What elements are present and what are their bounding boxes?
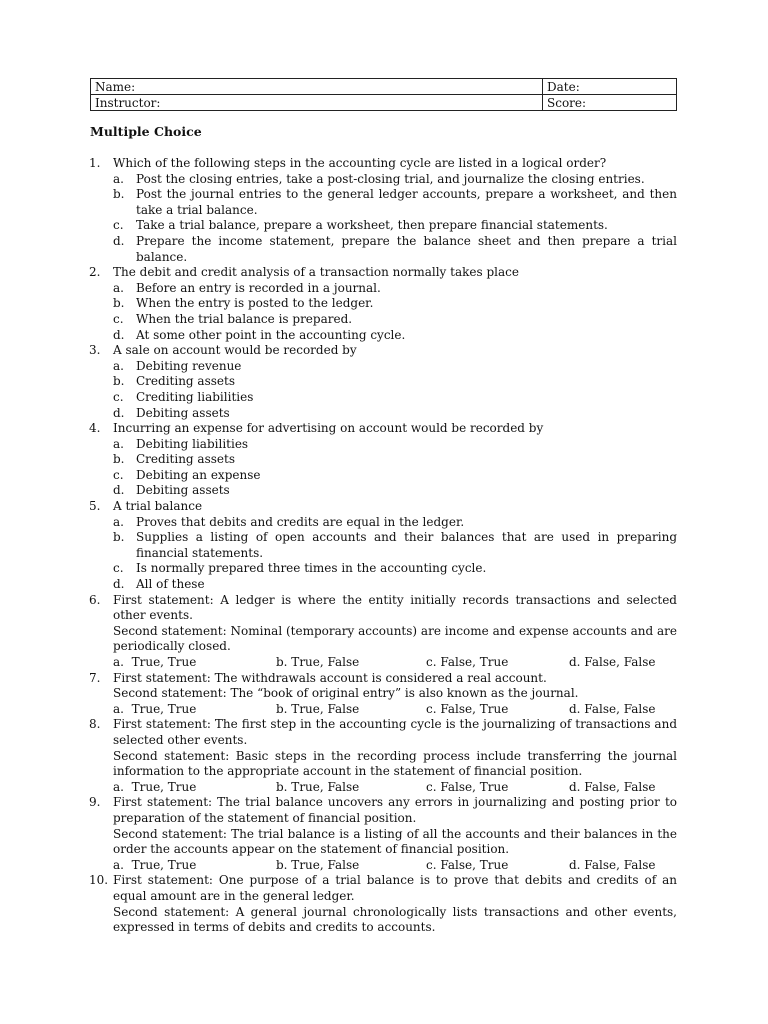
statement-question [89, 795, 677, 873]
question-item [89, 421, 677, 499]
answer-option[interactable] [113, 561, 677, 577]
option-text: When the entry is posted to the ledger. [136, 296, 374, 311]
choice-true-true[interactable]: a. True, True [113, 701, 197, 716]
choice-true-false[interactable]: b. True, False [276, 701, 360, 716]
statement-question [89, 671, 677, 718]
question-number: 3. [89, 343, 101, 358]
choice-false-false[interactable]: d. False, False [569, 701, 656, 716]
option-text: Take a trial balance, prepare a worksheet, then prepare financial statements. [136, 218, 608, 233]
question-number: 5. [89, 499, 101, 514]
choice-true-false[interactable]: b. True, False [276, 857, 360, 872]
choice-true-true[interactable]: a. True, True [113, 655, 197, 669]
answer-option[interactable] [113, 312, 677, 328]
question-item [89, 499, 677, 593]
answer-option[interactable] [113, 296, 677, 312]
option-text: Crediting liabilities [136, 389, 254, 404]
option-text: At some other point in the accounting cycle. [136, 327, 406, 342]
option-letter: b. [113, 374, 125, 389]
option-text: Before an entry is recorded in a journal. [136, 280, 381, 295]
question-number: 4. [89, 421, 101, 436]
option-letter: d. [113, 577, 125, 592]
second-statement: Second statement: Nominal (temporary accounts) are income and expense accounts and are periodically closed. [113, 623, 677, 654]
option-text: Debiting an expense [136, 467, 261, 482]
option-text: Crediting assets [136, 452, 235, 467]
choice-false-true[interactable]: c. False, True [426, 701, 509, 716]
true-false-choices [113, 655, 677, 671]
answer-option[interactable] [113, 577, 677, 593]
first-statement: First statement: A ledger is where the entity initially records transactions and selected other events. [113, 592, 677, 623]
answer-option[interactable] [113, 452, 677, 468]
name-field[interactable]: Name: [91, 79, 543, 95]
statement-question [89, 717, 677, 795]
option-letter: c. [113, 389, 124, 404]
question-text: The debit and credit analysis of a transaction normally takes place [113, 265, 519, 280]
option-letter: d. [113, 483, 125, 498]
answer-option[interactable] [113, 374, 677, 390]
question-item [89, 343, 677, 421]
score-field[interactable]: Score: [543, 95, 677, 111]
second-statement: Second statement: Basic steps in the recording process include transferring the journal information to the appropriate account in the statement of financial position. [113, 748, 677, 779]
question-text: A trial balance [113, 499, 203, 514]
second-statement: Second statement: The “book of original entry” is also known as the journal. [113, 686, 579, 701]
option-letter: d. [113, 233, 125, 248]
choice-true-true[interactable]: a. True, True [113, 779, 197, 794]
option-text: Debiting assets [136, 405, 230, 420]
choice-false-false[interactable]: d. False, False [569, 655, 656, 669]
option-text: Post the closing entries, take a post-closing trial, and journalize the closing entries. [136, 171, 645, 186]
choice-false-false[interactable]: d. False, False [569, 857, 656, 872]
statement-question [89, 593, 677, 671]
answer-option[interactable] [113, 406, 677, 422]
option-letter: c. [113, 218, 124, 233]
option-letter: d. [113, 327, 125, 342]
option-letter: d. [113, 405, 125, 420]
question-text: Which of the following steps in the accounting cycle are listed in a logical order? [113, 156, 607, 170]
answer-option[interactable] [113, 483, 677, 499]
answer-option[interactable] [113, 281, 677, 297]
true-false-choices [113, 780, 677, 796]
question-number: 10. [89, 873, 109, 888]
question-number: 6. [89, 592, 101, 607]
option-letter: c. [113, 561, 124, 576]
question-number: 1. [89, 156, 101, 170]
first-statement: First statement: The trial balance uncovers any errors in journalizing and posting prior to preparation of the statement of financial position. [113, 795, 677, 825]
option-text: Proves that debits and credits are equal in the ledger. [136, 514, 465, 529]
question-number: 2. [89, 265, 101, 280]
choice-false-true[interactable]: c. False, True [426, 857, 509, 872]
first-statement: First statement: The withdrawals account is considered a real account. [113, 670, 547, 685]
question-text: Incurring an expense for advertising on account would be recorded by [113, 421, 544, 436]
answer-option[interactable] [113, 359, 677, 375]
true-false-choices [113, 702, 677, 718]
answer-option[interactable] [113, 515, 677, 531]
date-field[interactable]: Date: [543, 79, 677, 95]
section-title: Multiple Choice [90, 124, 202, 139]
option-letter: a. [113, 436, 124, 451]
question-item [89, 156, 677, 265]
second-statement: Second statement: A general journal chronologically lists transactions and other events, expressed in terms of debits and credits to accounts. [113, 904, 677, 935]
choice-true-false[interactable]: b. True, False [276, 779, 360, 794]
option-text: All of these [136, 577, 205, 592]
answer-option[interactable] [113, 468, 677, 484]
option-letter: c. [113, 467, 124, 482]
choice-true-false[interactable]: b. True, False [276, 655, 360, 669]
option-text: Prepare the income statement, prepare the balance sheet and then prepare a trial balance. [136, 233, 677, 264]
answer-option[interactable] [113, 390, 677, 406]
option-letter: c. [113, 311, 124, 326]
option-text: Debiting revenue [136, 358, 242, 373]
option-letter: a. [113, 171, 124, 186]
answer-option[interactable] [113, 437, 677, 453]
option-letter: b. [113, 187, 125, 202]
statement-question [89, 873, 677, 935]
instructor-field[interactable]: Instructor: [91, 95, 543, 111]
option-letter: a. [113, 280, 124, 295]
answer-option[interactable] [113, 187, 677, 218]
question-item [89, 265, 677, 343]
answer-option[interactable] [113, 530, 677, 561]
first-statement: First statement: One purpose of a trial balance is to prove that debits and credits of an equal amount are in the general ledger. [113, 873, 677, 903]
question-number: 9. [89, 795, 101, 810]
question-number: 7. [89, 670, 101, 685]
option-letter: a. [113, 358, 124, 373]
second-statement: Second statement: The trial balance is a listing of all the accounts and their balances in the order the accounts appear on the statement of financial position. [113, 826, 677, 857]
answer-option[interactable] [113, 218, 677, 234]
true-false-choices [113, 858, 677, 874]
first-statement: First statement: The first step in the accounting cycle is the journalizing of transactions and selected other events. [113, 717, 677, 747]
choice-false-true[interactable]: c. False, True [426, 779, 509, 794]
option-text: Post the journal entries to the general ledger accounts, prepare a worksheet, and then take a trial balance. [136, 187, 677, 217]
option-text: Debiting assets [136, 483, 230, 498]
question-list [89, 156, 677, 936]
option-text: Is normally prepared three times in the accounting cycle. [136, 561, 487, 576]
answer-option[interactable] [113, 234, 677, 265]
choice-true-true[interactable]: a. True, True [113, 857, 197, 872]
question-number: 8. [89, 717, 101, 732]
option-text: Debiting liabilities [136, 436, 249, 451]
student-info-table [90, 78, 677, 111]
option-text: Crediting assets [136, 374, 235, 389]
option-letter: b. [113, 296, 125, 311]
question-text: A sale on account would be recorded by [113, 343, 357, 358]
choice-false-true[interactable]: c. False, True [426, 655, 509, 669]
option-letter: a. [113, 514, 124, 529]
option-text: Supplies a listing of open accounts and their balances that are used in preparing financial statements. [136, 530, 677, 560]
option-letter: b. [113, 452, 125, 467]
answer-option[interactable] [113, 328, 677, 344]
option-letter: b. [113, 530, 125, 545]
answer-option[interactable] [113, 172, 677, 188]
option-text: When the trial balance is prepared. [136, 311, 353, 326]
choice-false-false[interactable]: d. False, False [569, 779, 656, 794]
